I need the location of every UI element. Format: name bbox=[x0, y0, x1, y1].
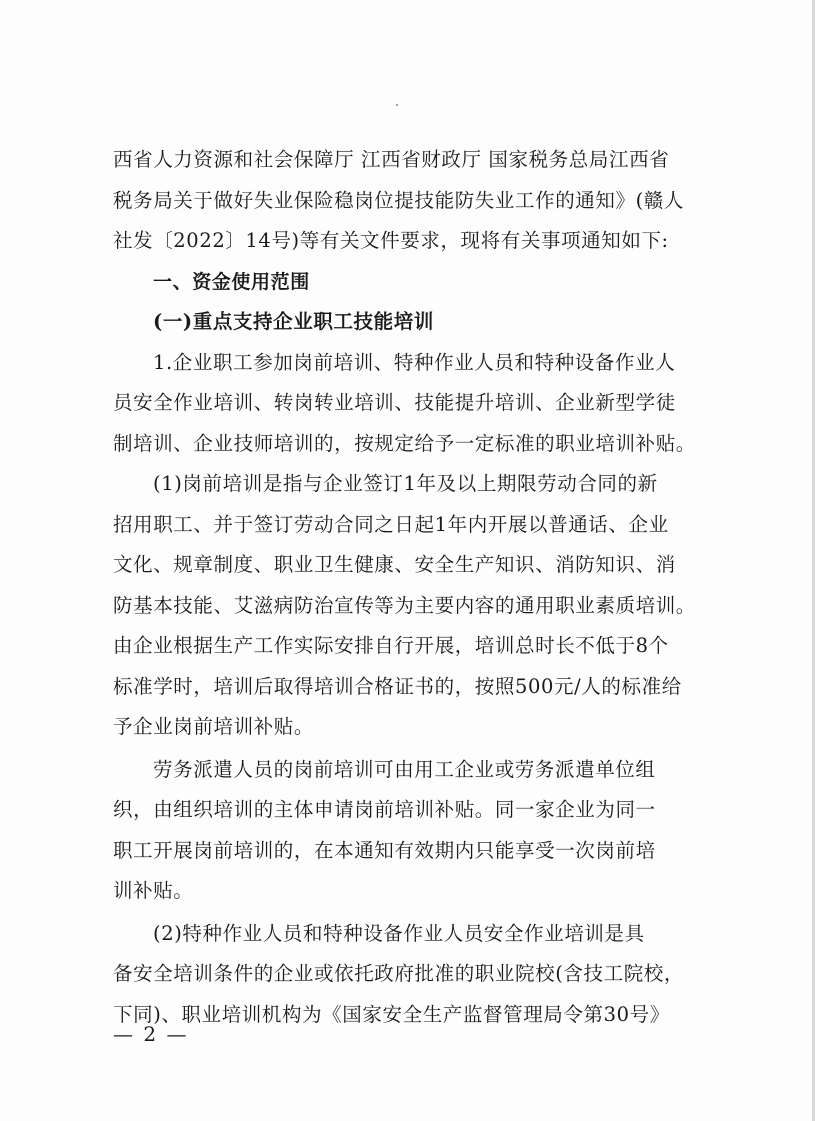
paragraph-start: 1.企业职工参加岗前培训、特种作业人员和特种设备作业人 bbox=[153, 350, 676, 374]
text-line: 予企业岗前培训补贴。 bbox=[113, 715, 315, 738]
text-line: 文化、规章制度、职业卫生健康、安全生产知识、消防知识、消 bbox=[113, 553, 676, 576]
text-line: 备安全培训条件的企业或依托政府批准的职业院校(含技工院校， bbox=[113, 962, 685, 985]
text-line: 制培训、企业技师培训的，按规定给予一定标准的职业培训补贴。 bbox=[113, 431, 696, 455]
text-line: 职工开展岗前培训的，在本通知有效期内只能享受一次岗前培 bbox=[113, 838, 656, 862]
page-number: — 2 — bbox=[113, 1022, 189, 1046]
text-line: 下同)、职业培训机构为《国家安全生产监督管理局令第30号》 bbox=[113, 1002, 670, 1026]
text-line: 税务局关于做好失业保险稳岗位提技能防失业工作的通知》(赣人 bbox=[113, 188, 685, 212]
text-line: 员安全作业培训、转岗转业培训、技能提升培训、企业新型学徒 bbox=[113, 391, 676, 414]
text-line: 标准学时，培训后取得培训合格证书的，按照500元/人的标准给 bbox=[113, 674, 682, 698]
text-line: 西省人力资源和社会保障厅 江西省财政厅 国家税务总局江西省 bbox=[113, 148, 670, 171]
text-line: 招用职工、并于签订劳动合同之日起1年内开展以普通话、企业 bbox=[113, 512, 669, 536]
text-line: 训补贴。 bbox=[113, 879, 194, 902]
text-line: 社发〔2022〕14号)等有关文件要求，现将有关事项通知如下: bbox=[113, 229, 669, 252]
paragraph-start: 劳务派遣人员的岗前培训可由用工企业或劳务派遣单位组 bbox=[153, 757, 656, 781]
subsection-heading: (一)重点支持企业职工技能培训 bbox=[153, 310, 434, 333]
text-line: 防基本技能、艾滋病防治宣传等为主要内容的通用职业素质培训。 bbox=[113, 593, 696, 617]
paragraph-start: (2)特种作业人员和特种设备作业人员安全作业培训是具 bbox=[153, 921, 645, 945]
scan-speck bbox=[396, 104, 398, 106]
section-heading: 一、资金使用范围 bbox=[153, 270, 310, 293]
document-body bbox=[113, 140, 713, 1035]
paragraph-start: (1)岗前培训是指与企业签订1年及以上期限劳动合同的新 bbox=[153, 472, 658, 495]
text-line: 由企业根据生产工作实际安排自行开展，培训总时长不低于8个 bbox=[113, 634, 669, 657]
text-line: 织，由组织培训的主体申请岗前培训补贴。同一家企业为同一 bbox=[113, 798, 656, 821]
